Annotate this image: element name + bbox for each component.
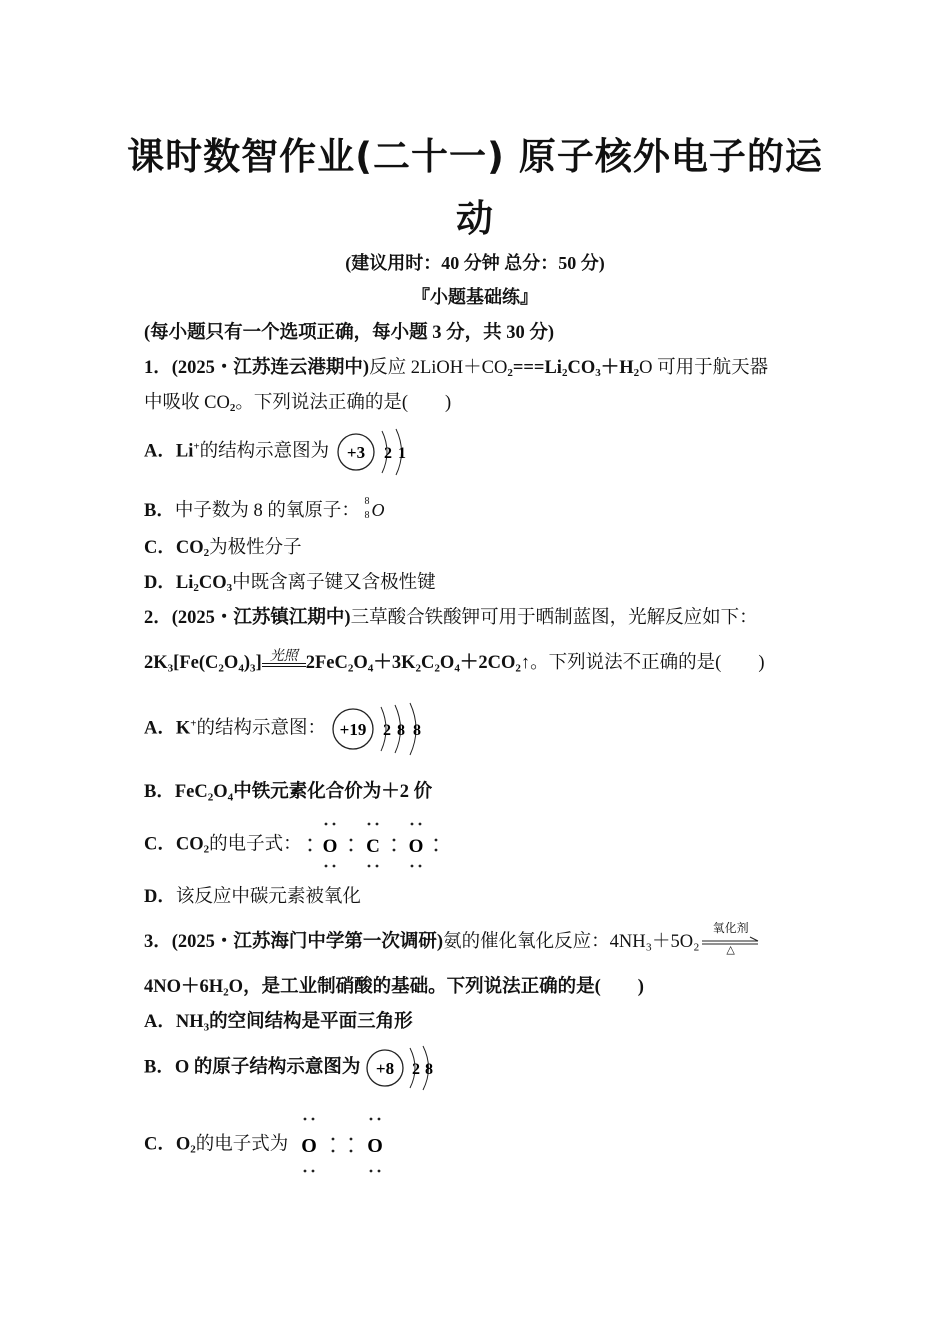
atom-symbol: O bbox=[367, 1135, 383, 1157]
option-label: D． bbox=[144, 887, 176, 907]
question-3-option-a[interactable] bbox=[144, 1007, 413, 1033]
question-3-stem bbox=[144, 920, 762, 956]
question-3-option-c[interactable] bbox=[144, 1115, 393, 1175]
stem-text: 三草酸合铁酸钾可用于晒制蓝图，光解反应如下： bbox=[350, 608, 758, 628]
subscript: 2 bbox=[507, 367, 513, 379]
question-2-option-c[interactable] bbox=[144, 818, 446, 872]
catalyst-text: 氧化剂 bbox=[712, 920, 749, 935]
atom-symbol: O bbox=[301, 1135, 317, 1157]
stem-text: O 可用于航天器 bbox=[639, 358, 769, 378]
reaction-arrow bbox=[700, 920, 762, 956]
question-3-option-b[interactable] bbox=[144, 1043, 437, 1093]
shell-electrons: 1 bbox=[397, 445, 406, 462]
option-text: CO bbox=[198, 573, 227, 593]
option-text: NH₃的空间结构是平面三角形 bbox=[175, 1012, 413, 1032]
question-1-option-a[interactable] bbox=[144, 425, 414, 479]
option-text: Li bbox=[175, 573, 194, 593]
option-text: 中既含离子键又含极性键 bbox=[232, 573, 436, 593]
subscript: 2 bbox=[561, 367, 568, 379]
option-text: 该反应中碳元素被氧化 bbox=[175, 887, 361, 907]
question-1-stem-line2 bbox=[144, 388, 451, 414]
question-source: (2025・江苏镇江期中) bbox=[171, 608, 351, 628]
option-label: C． bbox=[144, 834, 176, 855]
option-text: O 的原子结构示意图为 bbox=[174, 1057, 361, 1078]
atom-symbol: C bbox=[366, 836, 381, 857]
equation-reactants: 2K₃[Fe(C₂O₄)₃] bbox=[144, 653, 262, 673]
nuclide-symbol bbox=[364, 495, 386, 522]
page-title-line2: 动 bbox=[456, 197, 494, 240]
atom-symbol: O bbox=[408, 836, 424, 857]
electron-dot-formula bbox=[293, 1115, 393, 1175]
option-label: A． bbox=[144, 718, 176, 739]
shell-electrons: 8 bbox=[396, 722, 405, 739]
atomic-structure-diagram bbox=[331, 701, 435, 757]
shell-electrons: 2 bbox=[383, 445, 392, 462]
option-label: B． bbox=[144, 782, 175, 802]
option-text: K bbox=[175, 718, 191, 739]
stem-text: ===Li bbox=[512, 358, 562, 378]
heat-symbol: △ bbox=[726, 943, 735, 956]
subscript: 2 bbox=[203, 547, 210, 559]
question-number: 2． bbox=[144, 608, 172, 628]
section-label: 『小题基础练』 bbox=[412, 287, 538, 307]
question-source: (2025・江苏连云港期中) bbox=[171, 358, 370, 378]
question-1-option-c[interactable] bbox=[144, 533, 302, 559]
stem-text: 。下列说法不正确的是( ) bbox=[530, 653, 765, 673]
option-text: 中子数为 8 的氧原子： bbox=[174, 501, 360, 521]
option-label: B． bbox=[144, 1057, 175, 1078]
shell-electrons: 8 bbox=[412, 722, 421, 739]
atom-symbol: O bbox=[322, 836, 338, 857]
option-label: C． bbox=[144, 1134, 176, 1155]
subscript: 3 bbox=[226, 582, 233, 594]
equation-products: 2FeC₂O₄＋3K₂C₂O₄＋2CO₂↑ bbox=[305, 653, 531, 673]
option-text: Li bbox=[175, 441, 194, 462]
stem-text: 中吸收 CO bbox=[144, 393, 230, 413]
question-1-option-d[interactable] bbox=[144, 568, 436, 594]
section-note: (每小题只有一个选项正确，每小题 3 分，共 30 分) bbox=[144, 323, 555, 343]
option-text: 的电子式为 bbox=[195, 1134, 289, 1155]
question-number: 3． bbox=[144, 932, 172, 952]
reaction-condition bbox=[262, 649, 306, 674]
option-text: 为极性分子 bbox=[209, 538, 302, 558]
option-label: A． bbox=[144, 1012, 176, 1032]
element-symbol: O bbox=[371, 499, 385, 520]
electron-dot-formula bbox=[306, 818, 446, 872]
option-text: CO bbox=[175, 834, 204, 855]
question-3-stem-line2 bbox=[144, 972, 644, 998]
question-source: (2025・江苏海门中学第一次调研) bbox=[171, 932, 444, 952]
subscript: 2 bbox=[193, 582, 199, 594]
option-label: A． bbox=[144, 441, 176, 462]
stem-text: 。下列说法正确的是( ) bbox=[235, 393, 452, 413]
option-text: O bbox=[175, 1134, 191, 1155]
atomic-structure-diagram bbox=[365, 1043, 437, 1093]
question-1-stem bbox=[144, 353, 768, 379]
subscript: 2 bbox=[190, 1143, 196, 1156]
atomic-number: 8 bbox=[364, 509, 370, 521]
shell-electrons: 2 bbox=[382, 722, 391, 739]
nucleus-charge: +3 bbox=[346, 443, 365, 462]
option-text: CO bbox=[175, 538, 204, 558]
question-2-option-a[interactable] bbox=[144, 701, 435, 757]
subscript: 2 bbox=[229, 402, 236, 414]
question-2-equation bbox=[144, 648, 765, 674]
question-2-option-b[interactable] bbox=[144, 777, 432, 803]
option-label: C． bbox=[144, 538, 176, 558]
shell-electrons: 2 bbox=[412, 1061, 420, 1078]
stem-text: CO bbox=[567, 358, 596, 378]
question-2-stem bbox=[144, 603, 758, 629]
shell-electrons: 8 bbox=[425, 1061, 433, 1078]
nucleus-charge: +8 bbox=[375, 1059, 395, 1078]
option-text: 的电子式： bbox=[209, 834, 302, 855]
page-title-line1: 课时数智作业(二十一) 原子核外电子的运 bbox=[127, 135, 823, 178]
stem-text: ＋H bbox=[600, 358, 634, 378]
option-text: FeC₂O₄中铁元素化合价为＋2 价 bbox=[174, 782, 433, 802]
nucleus-charge: +19 bbox=[339, 720, 367, 739]
stem-text: 反应 2LiOH＋CO bbox=[369, 358, 508, 378]
option-text: 的结构示意图： bbox=[196, 718, 327, 739]
condition-text: 光照 bbox=[269, 649, 298, 664]
question-1-option-b[interactable] bbox=[144, 496, 386, 522]
subscript: 2 bbox=[203, 843, 210, 856]
subscript: 3 bbox=[595, 367, 601, 379]
subscript: 2 bbox=[633, 367, 640, 379]
stem-text: 4NO＋6H₂O，是工业制硝酸的基础。下列说法正确的是( ) bbox=[144, 977, 644, 997]
question-2-option-d[interactable] bbox=[144, 882, 361, 908]
mass-number: 8 bbox=[364, 495, 370, 507]
stem-text: 氨的催化氧化反应：4NH₃＋5O₂ bbox=[443, 932, 700, 952]
option-text: 的结构示意图为 bbox=[199, 441, 330, 462]
question-number: 1． bbox=[144, 358, 172, 378]
superscript: + bbox=[190, 717, 197, 730]
option-label: D． bbox=[144, 573, 176, 593]
time-info: (建议用时：40 分钟 总分：50 分) bbox=[345, 253, 605, 273]
superscript: + bbox=[193, 440, 200, 453]
atomic-structure-diagram bbox=[334, 425, 414, 479]
option-label: B． bbox=[144, 501, 175, 521]
